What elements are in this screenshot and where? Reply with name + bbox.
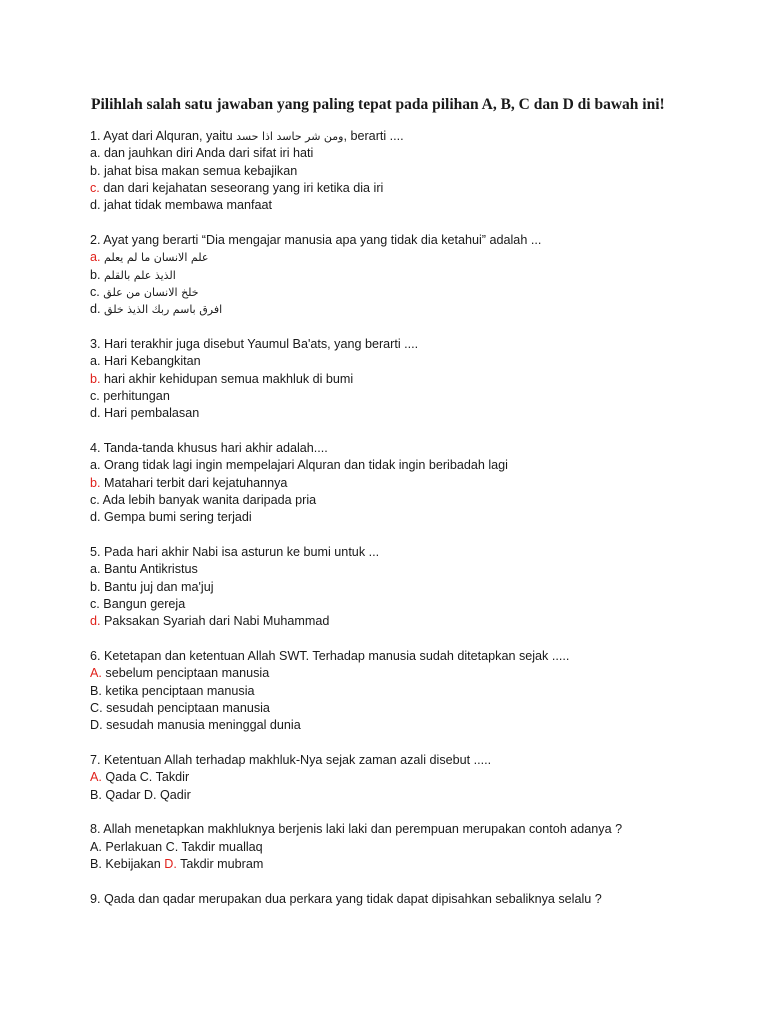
option-letter: B. bbox=[90, 683, 102, 698]
question-stem: 4. Tanda-tanda khusus hari akhir adalah.... bbox=[90, 440, 328, 455]
arabic-option: افرق باسم ربك الذيذ خلق bbox=[104, 303, 223, 317]
answer-marker: b. bbox=[90, 371, 101, 386]
option-text: sesudah penciptaan manusia bbox=[102, 700, 270, 715]
option-a bbox=[90, 353, 730, 370]
option-text: Takdir mubram bbox=[176, 856, 264, 871]
option-letter: b. bbox=[90, 579, 101, 594]
question-stem: 3. Hari terakhir juga disebut Yaumul Ba'ats, yang berarti .... bbox=[90, 336, 419, 351]
option-text: Orang tidak lagi ingin mempelajari Alquran dan tidak ingin beribadah lagi bbox=[100, 458, 508, 473]
option-text: Hari pembalasan bbox=[100, 406, 200, 421]
option-letter: d. bbox=[90, 510, 101, 525]
stem-prefix: 1. Ayat dari Alquran, yaitu bbox=[90, 129, 237, 143]
option-row-1 bbox=[90, 769, 730, 786]
option-a bbox=[90, 145, 730, 162]
option-letter: a. bbox=[90, 458, 101, 473]
answer-marker: c. bbox=[90, 180, 100, 195]
option-text: Gempa bumi sering terjadi bbox=[100, 510, 252, 525]
question-8 bbox=[90, 821, 730, 873]
answer-marker: d. bbox=[90, 614, 101, 629]
option-letter: C. bbox=[90, 700, 103, 715]
option-letter: c. bbox=[90, 596, 100, 611]
option-letter: c. bbox=[90, 284, 100, 299]
option-b bbox=[90, 579, 730, 596]
option-b bbox=[90, 475, 730, 492]
option-d bbox=[90, 613, 730, 630]
arabic-option: علم الانسان ما لم يعلم bbox=[104, 251, 209, 265]
option-a bbox=[90, 665, 730, 682]
option-b bbox=[90, 683, 730, 700]
option-a bbox=[90, 561, 730, 578]
option-d bbox=[90, 197, 730, 214]
option-c bbox=[90, 388, 730, 405]
arabic-verse: ومن شر حاسد اذا حسد bbox=[236, 130, 344, 143]
question-stem: 7. Ketentuan Allah terhadap makhluk-Nya sejak zaman azali disebut ..... bbox=[90, 752, 492, 767]
question-3 bbox=[90, 336, 730, 422]
option-text: Bangun gereja bbox=[99, 596, 186, 611]
option-text: hari akhir kehidupan semua makhluk di bumi bbox=[100, 371, 354, 386]
question-9 bbox=[90, 891, 730, 908]
option-text: sebelum penciptaan manusia bbox=[101, 666, 270, 681]
option-d bbox=[90, 509, 730, 526]
option-d bbox=[90, 405, 730, 422]
option-letter: b. bbox=[90, 163, 101, 178]
option-c bbox=[90, 180, 730, 197]
answer-marker: A. bbox=[90, 770, 102, 785]
question-stem: 8. Allah menetapkan makhluknya berjenis laki laki dan perempuan merupakan contoh adanya ? bbox=[90, 822, 623, 837]
option-text: Matahari terbit dari kejatuhannya bbox=[100, 475, 288, 490]
option-letter: b. bbox=[90, 267, 101, 282]
option-letter: a. bbox=[90, 354, 101, 369]
question-2 bbox=[90, 232, 730, 318]
option-c bbox=[90, 596, 730, 613]
option-letter: c. bbox=[90, 388, 100, 403]
option-text: Bantu juj dan ma'juj bbox=[100, 579, 214, 594]
option-letter: d. bbox=[90, 406, 101, 421]
option-row-1 bbox=[90, 839, 730, 856]
question-list bbox=[90, 128, 730, 925]
question-4 bbox=[90, 440, 730, 526]
option-a bbox=[90, 457, 730, 474]
option-text: perhitungan bbox=[99, 388, 170, 403]
option-letter: B. bbox=[90, 787, 102, 802]
option-text: jahat bisa makan semua kebajikan bbox=[100, 163, 298, 178]
option-row-2 bbox=[90, 787, 730, 804]
option-row-2 bbox=[90, 856, 730, 873]
option-b bbox=[90, 371, 730, 388]
question-7 bbox=[90, 752, 730, 804]
option-text: Kebijakan bbox=[101, 856, 165, 871]
question-stem bbox=[90, 128, 730, 145]
arabic-option: الذيذ علم بالقلم bbox=[104, 268, 176, 282]
option-text: sesudah manusia meninggal dunia bbox=[102, 718, 301, 733]
option-letter: d. bbox=[90, 198, 101, 213]
option-text: ketika penciptaan manusia bbox=[101, 683, 255, 698]
option-text: Bantu Antikristus bbox=[100, 562, 198, 577]
option-text: dan jauhkan diri Anda dari sifat iri hati bbox=[100, 146, 314, 161]
answer-marker: A. bbox=[90, 666, 102, 681]
option-text: Ada lebih banyak wanita daripada pria bbox=[99, 492, 317, 507]
option-letter: D. bbox=[90, 718, 103, 733]
option-d bbox=[90, 717, 730, 734]
arabic-option: خلخ الانسان من علق bbox=[103, 285, 199, 299]
option-d bbox=[90, 301, 730, 318]
option-text: Qadar D. Qadir bbox=[101, 787, 191, 802]
option-b bbox=[90, 267, 730, 284]
answer-marker: a. bbox=[90, 250, 101, 265]
option-a bbox=[90, 249, 730, 266]
question-stem: 6. Ketetapan dan ketentuan Allah SWT. Terhadap manusia sudah ditetapkan sejak ..... bbox=[90, 648, 570, 663]
question-1 bbox=[90, 128, 730, 214]
option-text: Paksakan Syariah dari Nabi Muhammad bbox=[100, 614, 330, 629]
question-stem: 2. Ayat yang berarti “Dia mengajar manusia apa yang tidak dia ketahui” adalah ... bbox=[90, 232, 542, 247]
question-stem: 5. Pada hari akhir Nabi isa asturun ke bumi untuk ... bbox=[90, 544, 380, 559]
option-c bbox=[90, 492, 730, 509]
option-letter: a. bbox=[90, 562, 101, 577]
option-letter: d. bbox=[90, 302, 101, 317]
option-c bbox=[90, 700, 730, 717]
option-letter: a. bbox=[90, 146, 101, 161]
option-text: Hari Kebangkitan bbox=[100, 354, 201, 369]
option-letter: A. bbox=[90, 839, 102, 854]
question-6 bbox=[90, 648, 730, 734]
option-letter: c. bbox=[90, 492, 100, 507]
answer-marker: D. bbox=[164, 856, 177, 871]
option-text: jahat tidak membawa manfaat bbox=[100, 198, 273, 213]
option-c bbox=[90, 284, 730, 301]
question-stem: 9. Qada dan qadar merupakan dua perkara yang tidak dapat dipisahkan sebaliknya selalu ? bbox=[90, 891, 602, 906]
option-letter: B. bbox=[90, 856, 102, 871]
question-5 bbox=[90, 544, 730, 630]
answer-marker: b. bbox=[90, 475, 101, 490]
option-b bbox=[90, 163, 730, 180]
option-text: dan dari kejahatan seseorang yang iri ketika dia iri bbox=[99, 180, 384, 195]
page-heading: Pilihlah salah satu jawaban yang paling tepat pada pilihan A, B, C dan D di bawah ini! bbox=[91, 96, 665, 113]
option-text: Perlakuan C. Takdir muallaq bbox=[101, 839, 263, 854]
stem-suffix: , berarti .... bbox=[343, 129, 404, 143]
option-text: Qada C. Takdir bbox=[101, 770, 190, 785]
